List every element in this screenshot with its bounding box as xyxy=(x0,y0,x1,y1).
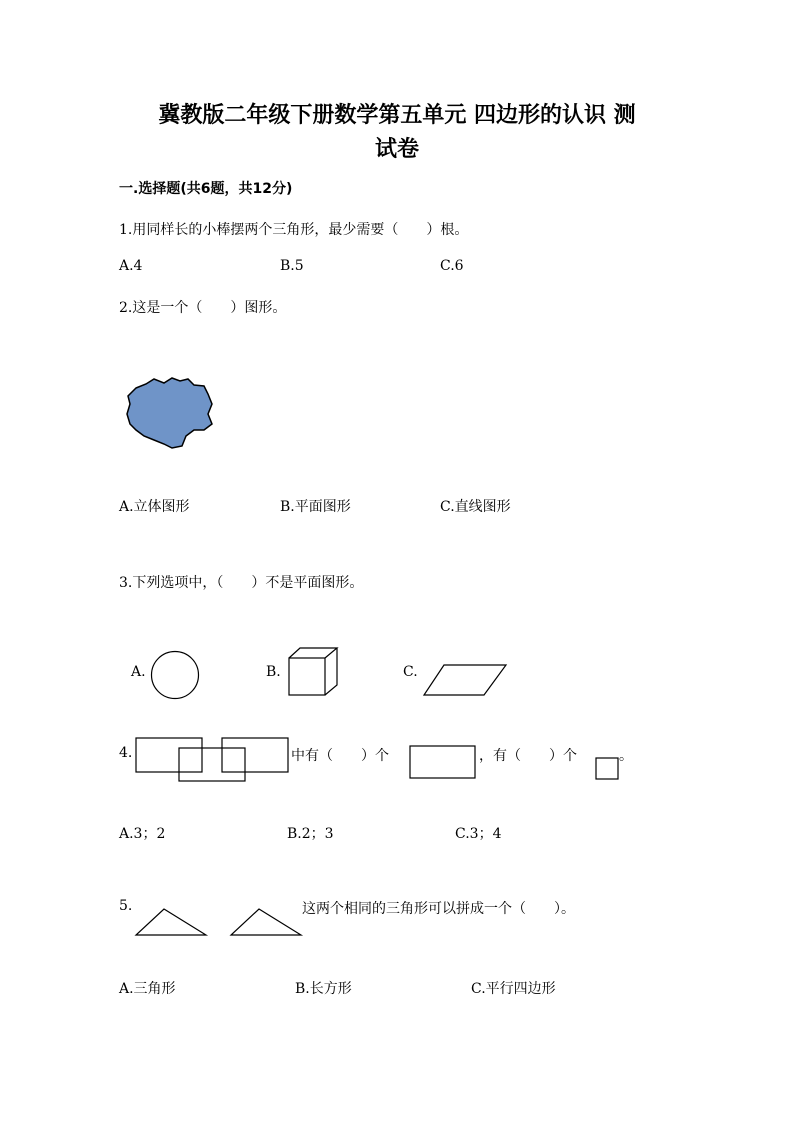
question-4-text-b: ，有（ ）个 xyxy=(479,748,577,764)
q2-option-a[interactable]: A.立体图形 xyxy=(119,499,190,515)
overlapping-rectangles-figure xyxy=(134,736,292,784)
q1-option-c[interactable]: C.6 xyxy=(440,258,464,274)
triangle-figure-1 xyxy=(134,906,210,938)
question-1-text: 1.用同样长的小棒摆两个三角形，最少需要（ ）根。 xyxy=(119,222,469,238)
question-4-text-a: 中有（ ）个 xyxy=(291,748,389,764)
q3-label-a[interactable]: A. xyxy=(131,664,146,680)
q5-option-b[interactable]: B.长方形 xyxy=(295,981,352,997)
q5-option-c[interactable]: C.平行四边形 xyxy=(471,981,556,997)
question-3-text: 3.下列选项中，（ ）不是平面图形。 xyxy=(119,575,364,591)
q5-option-a[interactable]: A.三角形 xyxy=(119,981,176,997)
triangle-figure-2 xyxy=(229,906,305,938)
square-figure xyxy=(595,757,621,781)
parallelogram-figure xyxy=(422,662,510,698)
circle-figure xyxy=(150,650,202,700)
page-title-line2: 试卷 xyxy=(374,137,419,162)
section-heading: 一.选择题(共6题，共12分) xyxy=(119,181,293,197)
q3-label-b[interactable]: B. xyxy=(266,664,281,680)
question-2-text: 2.这是一个（ ）图形。 xyxy=(119,300,287,316)
page-title-line1: 冀教版二年级下册数学第五单元 四边形的认识 测 xyxy=(158,103,636,128)
q2-option-c[interactable]: C.直线图形 xyxy=(440,499,511,515)
q4-option-c[interactable]: C.3；4 xyxy=(455,826,502,842)
q4-option-b[interactable]: B.2；3 xyxy=(287,826,334,842)
q2-option-b[interactable]: B.平面图形 xyxy=(280,499,351,515)
q1-option-a[interactable]: A.4 xyxy=(119,258,143,274)
q1-option-b[interactable]: B.5 xyxy=(280,258,304,274)
q3-label-c[interactable]: C. xyxy=(403,664,418,680)
question-4-number: 4. xyxy=(119,745,133,761)
blob-figure xyxy=(124,374,216,454)
q4-option-a[interactable]: A.3；2 xyxy=(119,826,166,842)
question-5-number: 5. xyxy=(119,898,133,914)
question-4-text-c: 。 xyxy=(619,748,633,764)
cube-figure xyxy=(286,646,342,698)
question-5-text: 这两个相同的三角形可以拼成一个（ ）。 xyxy=(302,901,575,917)
rectangle-figure xyxy=(409,745,479,781)
